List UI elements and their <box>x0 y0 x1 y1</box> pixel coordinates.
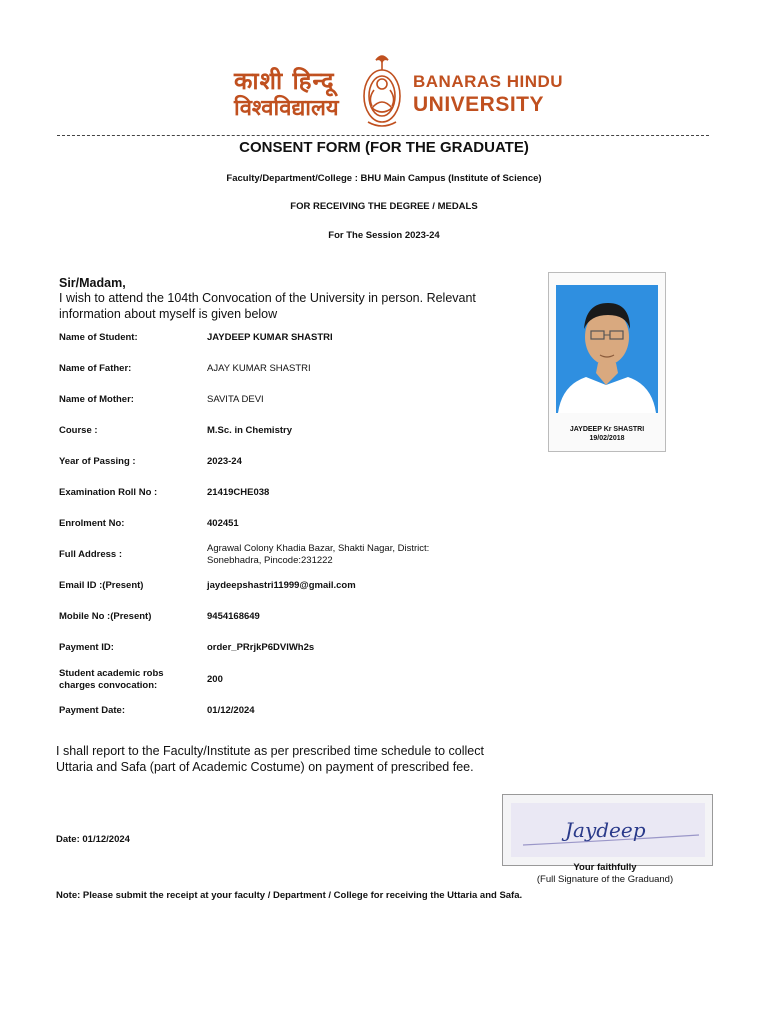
field-row-enrolment-no <box>0 509 768 539</box>
field-value: 9454168649 <box>207 611 260 622</box>
form-date: Date: 01/12/2024 <box>56 834 130 845</box>
full-signature-caption: (Full Signature of the Graduand) <box>536 874 674 885</box>
field-value: 402451 <box>207 518 239 529</box>
field-row-email <box>0 571 768 601</box>
university-name-hindi <box>234 68 364 122</box>
university-header <box>0 50 768 132</box>
field-value: M.Sc. in Chemistry <box>207 425 292 436</box>
student-portrait-image <box>556 285 658 413</box>
footer-note: Note: Please submit the receipt at your faculty / Department / College for receiving the Uttaria and Safa. <box>56 890 523 901</box>
field-row-mobile <box>0 602 768 632</box>
field-label: Payment Date: <box>59 705 125 716</box>
session-line: For The Session 2023-24 <box>328 230 440 241</box>
field-label: Enrolment No: <box>59 518 125 529</box>
signature-text: Jaydeep <box>565 818 646 842</box>
field-row-roll-no <box>0 478 768 508</box>
university-emblem-icon <box>358 50 406 132</box>
field-value: Agrawal Colony Khadia Bazar, Shakti Nagar, District: Sonebhadra, Pincode:231222 <box>207 543 430 566</box>
field-label: Year of Passing : <box>59 456 136 467</box>
field-value: 2023-24 <box>207 456 242 467</box>
field-label: Email ID :(Present) <box>59 580 144 591</box>
university-name-english <box>413 72 563 118</box>
field-row-payment-id <box>0 633 768 663</box>
field-row-robs-charges <box>0 665 768 695</box>
field-label: Student academic robs charges convocation: <box>59 668 164 691</box>
field-label: Mobile No :(Present) <box>59 611 152 622</box>
purpose-line: FOR RECEIVING THE DEGREE / MEDALS <box>290 201 478 212</box>
field-value: 01/12/2024 <box>207 705 255 716</box>
photo-caption-date: 19/02/2018 <box>589 435 625 442</box>
photo-caption-name: JAYDEEP Kr SHASTRI <box>569 426 645 433</box>
field-label: Name of Student: <box>59 332 138 343</box>
intro-text: I wish to attend the 104th Convocation of the University in person. Relevant information about myself is given below <box>59 291 476 321</box>
field-value: 200 <box>207 674 223 685</box>
english-name-line2: UNIVERSITY <box>413 93 545 116</box>
student-photo <box>548 272 666 452</box>
field-label: Examination Roll No : <box>59 487 158 498</box>
hindi-name-line1: काशी हिन्दू <box>234 67 335 95</box>
dashed-divider <box>57 135 709 136</box>
field-value: 21419CHE038 <box>207 487 270 498</box>
field-label: Course : <box>59 425 98 436</box>
form-title: CONSENT FORM (FOR THE GRADUATE) <box>239 139 529 156</box>
english-name-line1: BANARAS HINDU <box>413 72 564 91</box>
salutation: Sir/Madam, <box>59 276 126 290</box>
field-value: SAVITA DEVI <box>207 394 264 405</box>
field-value: jaydeepshastri11999@gmail.com <box>207 580 356 591</box>
field-value: AJAY KUMAR SHASTRI <box>207 363 311 374</box>
handwritten-signature <box>503 795 712 865</box>
field-row-address <box>0 540 768 570</box>
field-label: Full Address : <box>59 549 122 560</box>
hindi-name-line2: विश्वविद्यालय <box>234 96 339 121</box>
yours-faithfully: Your faithfully <box>573 862 637 873</box>
faculty-line: Faculty/Department/College : BHU Main Campus (Institute of Science) <box>226 173 542 184</box>
signature-box <box>502 794 713 866</box>
field-label: Name of Father: <box>59 363 132 374</box>
field-row-payment-date <box>0 696 768 726</box>
field-value: JAYDEEP KUMAR SHASTRI <box>207 332 333 343</box>
field-label: Name of Mother: <box>59 394 134 405</box>
report-statement: I shall report to the Faculty/Institute as per prescribed time schedule to collect Uttaria and Safa (part of Academic Costume) on payment of prescribed fee. <box>56 744 484 774</box>
field-label: Payment ID: <box>59 642 114 653</box>
field-value: order_PRrjkP6DVlWh2s <box>207 642 315 653</box>
